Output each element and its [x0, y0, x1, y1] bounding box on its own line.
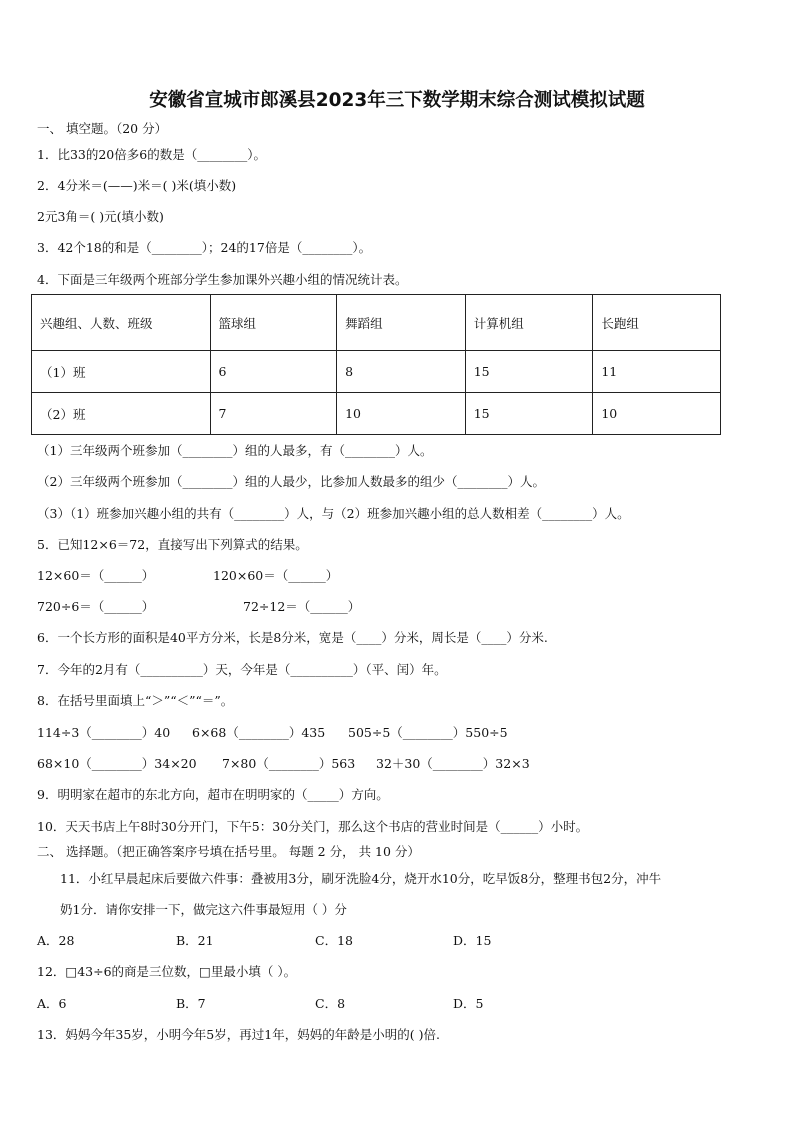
table-cell: （1）班 — [32, 351, 211, 393]
question-5-item: 72÷12＝（______） — [243, 599, 361, 614]
question-12-option: C．8 — [315, 996, 346, 1011]
question-1: 1．比33的20倍多6的数是（________）。 — [37, 147, 266, 162]
question-8-item: 114÷3（________）40 — [37, 725, 171, 740]
table-cell: 7 — [210, 393, 337, 435]
question-12-option: A．6 — [37, 996, 67, 1011]
question-3: 3．42个18的和是（________）；24的17倍是（________）。 — [37, 240, 372, 255]
question-11-option: A．28 — [37, 933, 75, 948]
table-cell: 15 — [465, 351, 593, 393]
question-2a: 2．4分米＝(——)米＝( )米(填小数) — [37, 178, 237, 193]
table-header-cell: 长跑组 — [593, 295, 721, 351]
section-heading-multiple-choice: 二、 选择题。（把正确答案序号填在括号里。 每题 2 分， 共 10 分） — [37, 844, 420, 859]
table-cell: 10 — [337, 393, 466, 435]
question-12: 12．□43÷6的商是三位数，□里最小填（ ）。 — [37, 964, 297, 979]
question-7: 7．今年的2月有（__________）天，今年是（__________）（平、闰）年。 — [37, 662, 447, 677]
question-11-option: B．21 — [176, 933, 214, 948]
question-11-line-1: 11．小红早晨起床后要做六件事：叠被用3分，刷牙洗脸4分，烧开水10分，吃早饭8分，整理书包2分，冲牛 — [60, 871, 662, 886]
question-8-item: 7×80（________）563 — [222, 756, 356, 771]
table-header-cell: 计算机组 — [465, 295, 593, 351]
question-5-item: 120×60＝（______） — [213, 568, 339, 583]
table-header-cell: 舞蹈组 — [337, 295, 466, 351]
question-8-item: 68×10（________）34×20 — [37, 756, 197, 771]
question-11-line-2: 奶1分．请你安排一下，做完这六件事最短用（ ）分 — [60, 902, 347, 917]
table-header-row — [32, 295, 721, 351]
stats-table — [31, 294, 721, 435]
question-9: 9．明明家在超市的东北方向，超市在明明家的（_____）方向。 — [37, 787, 389, 802]
table-header-cell: 篮球组 — [210, 295, 337, 351]
question-12-option: D．5 — [453, 996, 484, 1011]
question-4-part-1: （1）三年级两个班参加（________）组的人最多，有（________）人。 — [37, 443, 433, 458]
question-5-item: 720÷6＝（______） — [37, 599, 155, 614]
question-5: 5．已知12×6＝72，直接写出下列算式的结果。 — [37, 537, 308, 552]
question-6: 6．一个长方形的面积是40平方分米，长是8分米，宽是（____）分米，周长是（____）分米. — [37, 630, 548, 645]
question-13: 13．妈妈今年35岁，小明今年5岁，再过1年，妈妈的年龄是小明的( )倍. — [37, 1027, 440, 1042]
question-10: 10．天天书店上午8时30分开门，下午5：30分关门，那么这个书店的营业时间是（______）小时。 — [37, 819, 589, 834]
table-row — [32, 393, 721, 435]
question-4-part-2: （2）三年级两个班参加（________）组的人最少，比参加人数最多的组少（________）人。 — [37, 474, 545, 489]
question-4: 4．下面是三年级两个班部分学生参加课外兴趣小组的情况统计表。 — [37, 272, 408, 287]
question-4-part-3: （3）（1）班参加兴趣小组的共有（________）人，与（2）班参加兴趣小组的总人数相差（________）人。 — [37, 506, 630, 521]
question-8-item: 6×68（________）435 — [192, 725, 326, 740]
table-row — [32, 351, 721, 393]
question-11-option: D．15 — [453, 933, 492, 948]
question-12-option: B．7 — [176, 996, 206, 1011]
table-cell: （2）班 — [32, 393, 211, 435]
table-cell: 15 — [465, 393, 593, 435]
question-2b: 2元3角＝( )元(填小数) — [37, 209, 164, 224]
table-cell: 8 — [337, 351, 466, 393]
page-title: 安徽省宣城市郎溪县2023年三下数学期末综合测试模拟试题 — [149, 90, 645, 111]
table-cell: 11 — [593, 351, 721, 393]
question-8-item: 32＋30（________）32×3 — [376, 756, 530, 771]
question-11-option: C．18 — [315, 933, 353, 948]
table-cell: 10 — [593, 393, 721, 435]
question-8: 8．在括号里面填上“＞”“＜”“＝”。 — [37, 693, 234, 708]
section-heading-fill-blank: 一、 填空题。（20 分） — [37, 121, 168, 136]
question-8-item: 505÷5（________）550÷5 — [348, 725, 508, 740]
table-header-cell: 兴趣组、人数、班级 — [32, 295, 211, 351]
question-5-item: 12×60＝（______） — [37, 568, 155, 583]
table-cell: 6 — [210, 351, 337, 393]
